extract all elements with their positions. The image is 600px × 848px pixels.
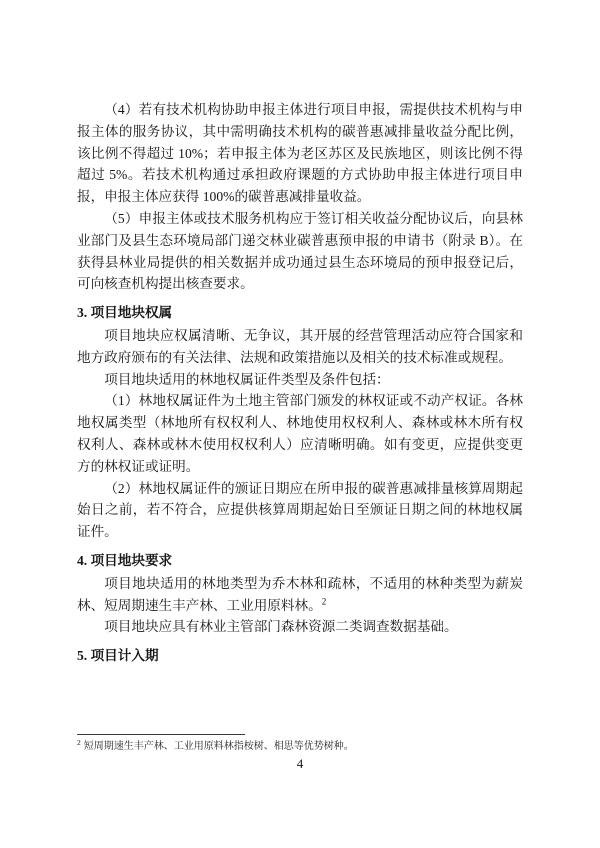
- paragraph-cert-types-intro: 项目地块适用的林地权属证件类型及条件包括：: [104, 371, 390, 387]
- footnote-divider: [77, 734, 245, 735]
- paragraph-cert-item-1: （1）林地权属证件为土地主管部门颁发的林权证或不动产权证。各林地权属类型（林地所有权权利人、林地使用权权利人、森林或林木所有权权利人、森林或林木使用权权利人）应清晰明确。如有变更，应提供变更方的林权证或证明。: [77, 393, 523, 474]
- paragraph-survey-data: 项目地块应具有林业主管部门森林资源二类调查数据基础。: [104, 619, 458, 635]
- paragraph-cert-item-2: （2）林地权属证件的颁证日期应在所申报的碳普惠减排量核算周期起始日之前，若不符合，应提供核算周期起始日至颁证日期之间的林地权属证件。: [77, 480, 523, 540]
- footnote-ref: 2: [321, 596, 327, 606]
- section-heading-4: 4. 项目地块要求: [77, 552, 173, 568]
- paragraph-land-types: [77, 573, 523, 617]
- paragraph-item-5: （5）申报主体或技术服务机构应于签订相关收益分配协议后，向县林业部门及县生态环境局部门递交林业碳普惠预申报的申请书（附录 B）。在获得县林业局提供的相关数据并成功通过县生态环境局的预申报登记后，可向核查机构提出核查要求。: [77, 210, 523, 292]
- paragraph-ownership-intro: 项目地块应权属清晰、无争议，其开展的经营管理活动应符合国家和地方政府颁布的有关法律、法规和政策措施以及相关的技术标准或规程。: [77, 327, 523, 365]
- paragraph-item-4: （4）若有技术机构协助申报主体进行项目申报，需提供技术机构与申报主体的服务协议，其中需明确技术机构的碳普惠减排量收益分配比例，该比例不得超过 10%；若申报主体为老区苏区及民族地区，则该比例不得超过 5%。若技术机构通过承担政府课题的方式协助申报主体进行项目申报，申报主体应获得 100%的碳普惠减排量收益。: [77, 102, 523, 205]
- page-number: 4: [296, 756, 304, 771]
- footnote: [77, 737, 523, 754]
- section-heading-5: 5. 项目计入期: [77, 648, 159, 664]
- footnote-area: [77, 734, 523, 754]
- section-heading-3: 3. 项目地块权属: [77, 305, 173, 321]
- document-content: [77, 99, 523, 668]
- paragraph-text: 项目地块适用的林地类型为乔木林和疏林，不适用的林种类型为薪炭林、短周期速生丰产林、工业用原料林。: [77, 575, 523, 613]
- footnote-text: 短周期速生丰产林、工业用原料林指桉树、相思等优势树种。: [83, 741, 354, 752]
- footnote-marker: 2: [77, 737, 81, 747]
